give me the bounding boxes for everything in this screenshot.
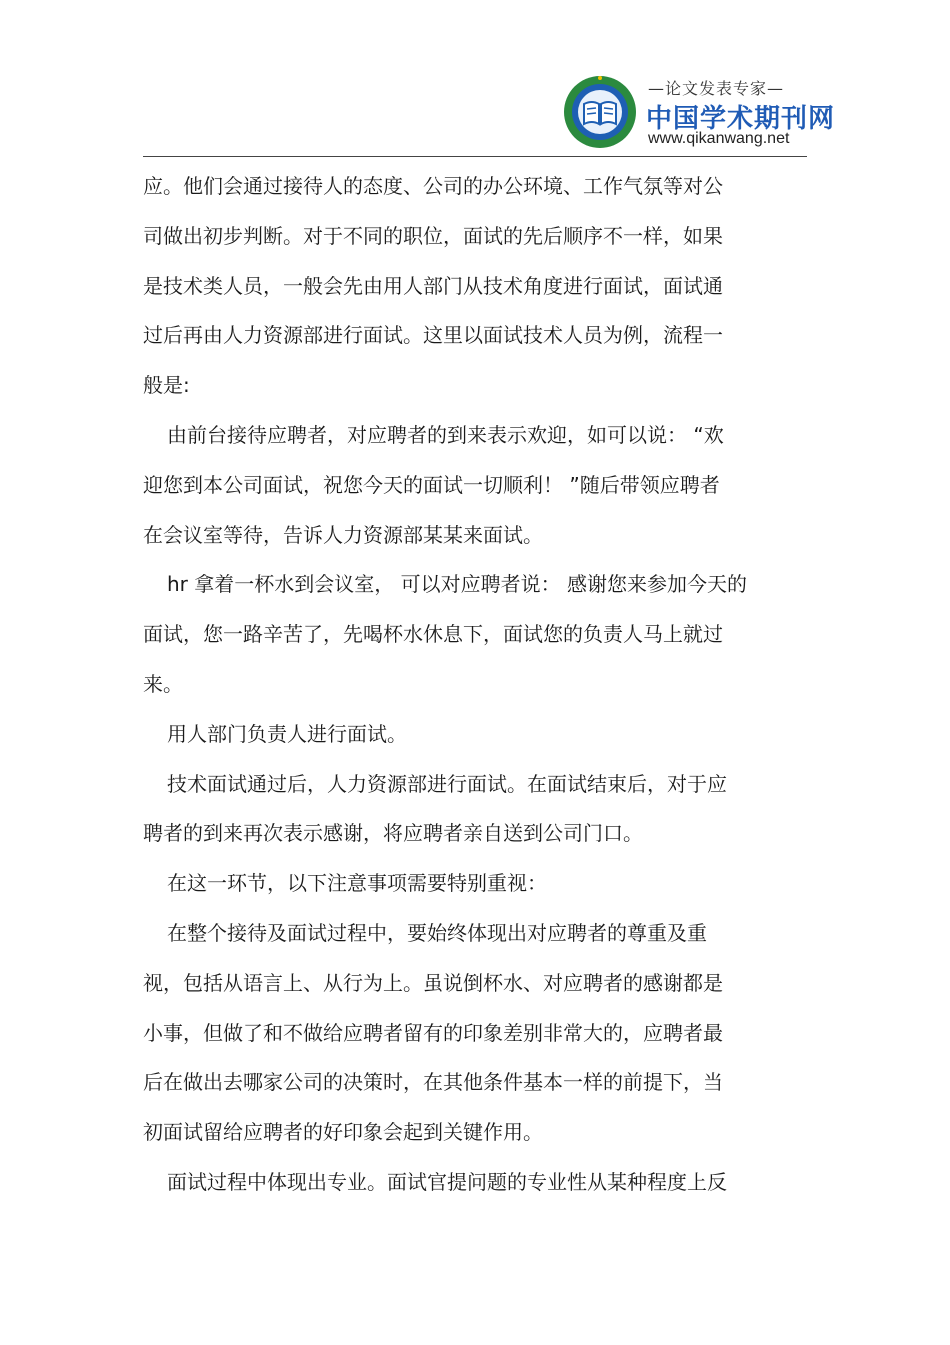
page-header [0,0,950,160]
paragraph-start: 在这一环节，以下注意事项需要特别重视： [167,871,547,896]
logo-url: www.qikanwang.net [648,130,790,147]
document-body [143,162,783,1208]
text-line: 过后再由人力资源部进行面试。这里以面试技术人员为例，流程一 [143,323,723,348]
paragraph-start: 在整个接待及面试过程中，要始终体现出对应聘者的尊重及重 [167,920,707,945]
text-line: 司做出初步判断。对于不同的职位，面试的先后顺序不一样，如果 [143,223,723,248]
text-line: 迎您到本公司面试，祝您今天的面试一切顺利！ ”随后带领应聘者 [143,472,720,497]
text-line: 小事，但做了和不做给应聘者留有的印象差别非常大的，应聘者最 [143,1020,723,1045]
paragraph-start: 由前台接待应聘者，对应聘者的到来表示欢迎，如可以说： “欢 [167,422,724,447]
paragraph-start: 面试过程中体现出专业。面试官提问题的专业性从某种程度上反 [167,1169,727,1194]
paragraph-start: 用人部门负责人进行面试。 [167,721,407,746]
text-line: 在会议室等待，告诉人力资源部某某来面试。 [143,522,543,547]
logo-tagline: —论文发表专家— [648,79,785,98]
text-line: 应。他们会通过接待人的态度、公司的办公环境、工作气氛等对公 [143,174,723,198]
header-divider [143,156,807,157]
paragraph-start: hr 拿着一杯水到会议室， 可以对应聘者说： 感谢您来参加今天的 [167,572,747,597]
text-line: 般是: [143,373,190,398]
text-line: 视，包括从语言上、从行为上。虽说倒杯水、对应聘者的感谢都是 [143,970,723,995]
publisher-logo [562,72,836,152]
text-line: 面试，您一路辛苦了，先喝杯水休息下，面试您的负责人马上就过 [143,622,723,647]
logo-brand-name: 中国学术期刊网 [646,104,836,134]
text-line: 聘者的到来再次表示感谢，将应聘者亲自送到公司门口。 [143,821,643,846]
text-line: 初面试留给应聘者的好印象会起到关键作用。 [143,1120,543,1145]
text-line: 后在做出去哪家公司的决策时，在其他条件基本一样的前提下，当 [143,1070,723,1095]
seal-logo-icon [562,74,638,150]
text-line: 来。 [143,671,183,696]
paragraph-start: 技术面试通过后，人力资源部进行面试。在面试结束后，对于应 [167,771,727,796]
text-line: 是技术类人员，一般会先由用人部门从技术角度进行面试，面试通 [143,273,723,298]
